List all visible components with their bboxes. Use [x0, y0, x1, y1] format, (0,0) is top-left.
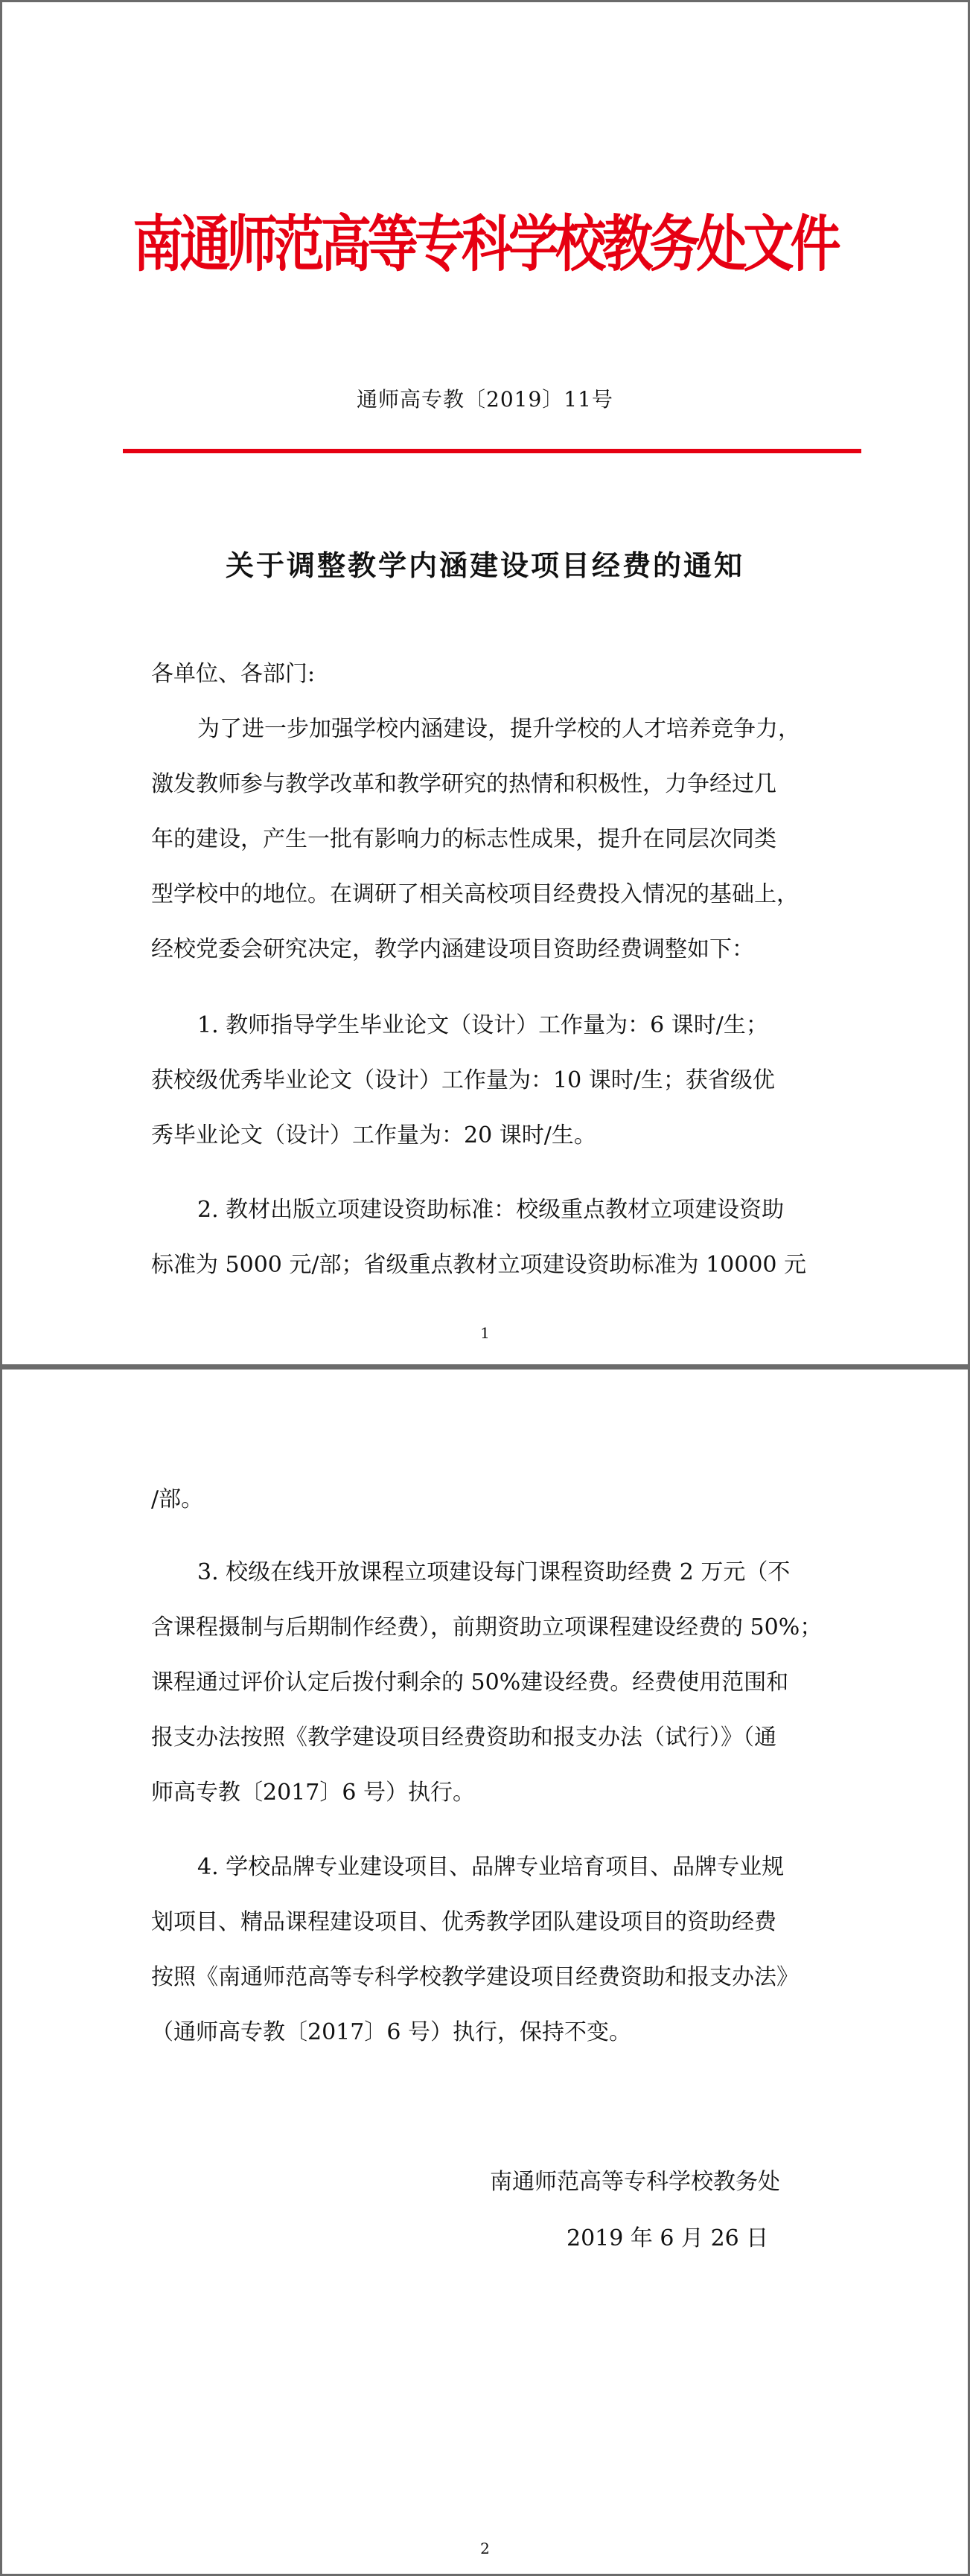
paragraph-line: 激发教师参与教学改革和教学研究的热情和积极性，力争经过几: [151, 771, 776, 797]
page-number: 2: [480, 2540, 490, 2557]
paragraph-line: （通师高专教〔2017〕6 号）执行，保持不变。: [151, 2019, 631, 2045]
paragraph-line: 年的建设，产生一批有影响力的标志性成果，提升在同层次同类: [151, 826, 776, 852]
red-header-rule: [123, 449, 861, 453]
paragraph-line: 获校级优秀毕业论文（设计）工作量为：10 课时/生；获省级优: [151, 1067, 775, 1093]
signature-date: 2019 年 6 月 26 日: [567, 2225, 769, 2251]
document-page-2: [2, 1370, 968, 2574]
paragraph-line: 师高专教〔2017〕6 号）执行。: [151, 1780, 475, 1806]
paragraph-line: 含课程摄制与后期制作经费），前期资助立项课程建设经费的 50%；: [151, 1614, 823, 1640]
salutation: 各单位、各部门:: [151, 661, 316, 687]
page-number: 1: [480, 1324, 490, 1342]
notice-title: 关于调整教学内涵建设项目经费的通知: [225, 549, 744, 582]
org-header-title: 南通师范高等专科学校教务处文件: [133, 209, 837, 280]
list-item-3: 3. 校级在线开放课程立项建设每门课程资助经费 2 万元（不: [197, 1559, 791, 1585]
paragraph-line: 经校党委会研究决定，教学内涵建设项目资助经费调整如下：: [151, 936, 754, 962]
paragraph-line: 划项目、精品课程建设项目、优秀教学团队建设项目的资助经费: [151, 1909, 776, 1935]
paragraph-line: /部。: [151, 1486, 204, 1512]
paragraph-line: 秀毕业论文（设计）工作量为：20 课时/生。: [151, 1122, 596, 1148]
paragraph-line: 报支办法按照《教学建设项目经费资助和报支办法（试行）》（通: [151, 1725, 776, 1751]
document-page-1: [2, 2, 968, 1364]
paragraph-line: 标准为 5000 元/部；省级重点教材立项建设资助标准为 10000 元: [151, 1252, 807, 1278]
paragraph-line: 型学校中的地位。在调研了相关高校项目经费投入情况的基础上，: [151, 881, 799, 907]
paragraph-line: 为了进一步加强学校内涵建设，提升学校的人才培养竞争力，: [197, 716, 800, 742]
document-number: 通师高专教〔2019〕11号: [357, 387, 613, 412]
paragraph-line: 课程通过评价认定后拨付剩余的 50%建设经费。经费使用范围和: [151, 1669, 789, 1696]
list-item-1: 1. 教师指导学生毕业论文（设计）工作量为：6 课时/生；: [197, 1012, 768, 1038]
signature: 南通师范高等专科学校教务处: [490, 2169, 780, 2195]
list-item-4: 4. 学校品牌专业建设项目、品牌专业培育项目、品牌专业规: [197, 1854, 785, 1880]
list-item-2: 2. 教材出版立项建设资助标准：校级重点教材立项建设资助: [197, 1197, 785, 1223]
paragraph-line: 按照《南通师范高等专科学校教学建设项目经费资助和报支办法》: [151, 1964, 799, 1990]
